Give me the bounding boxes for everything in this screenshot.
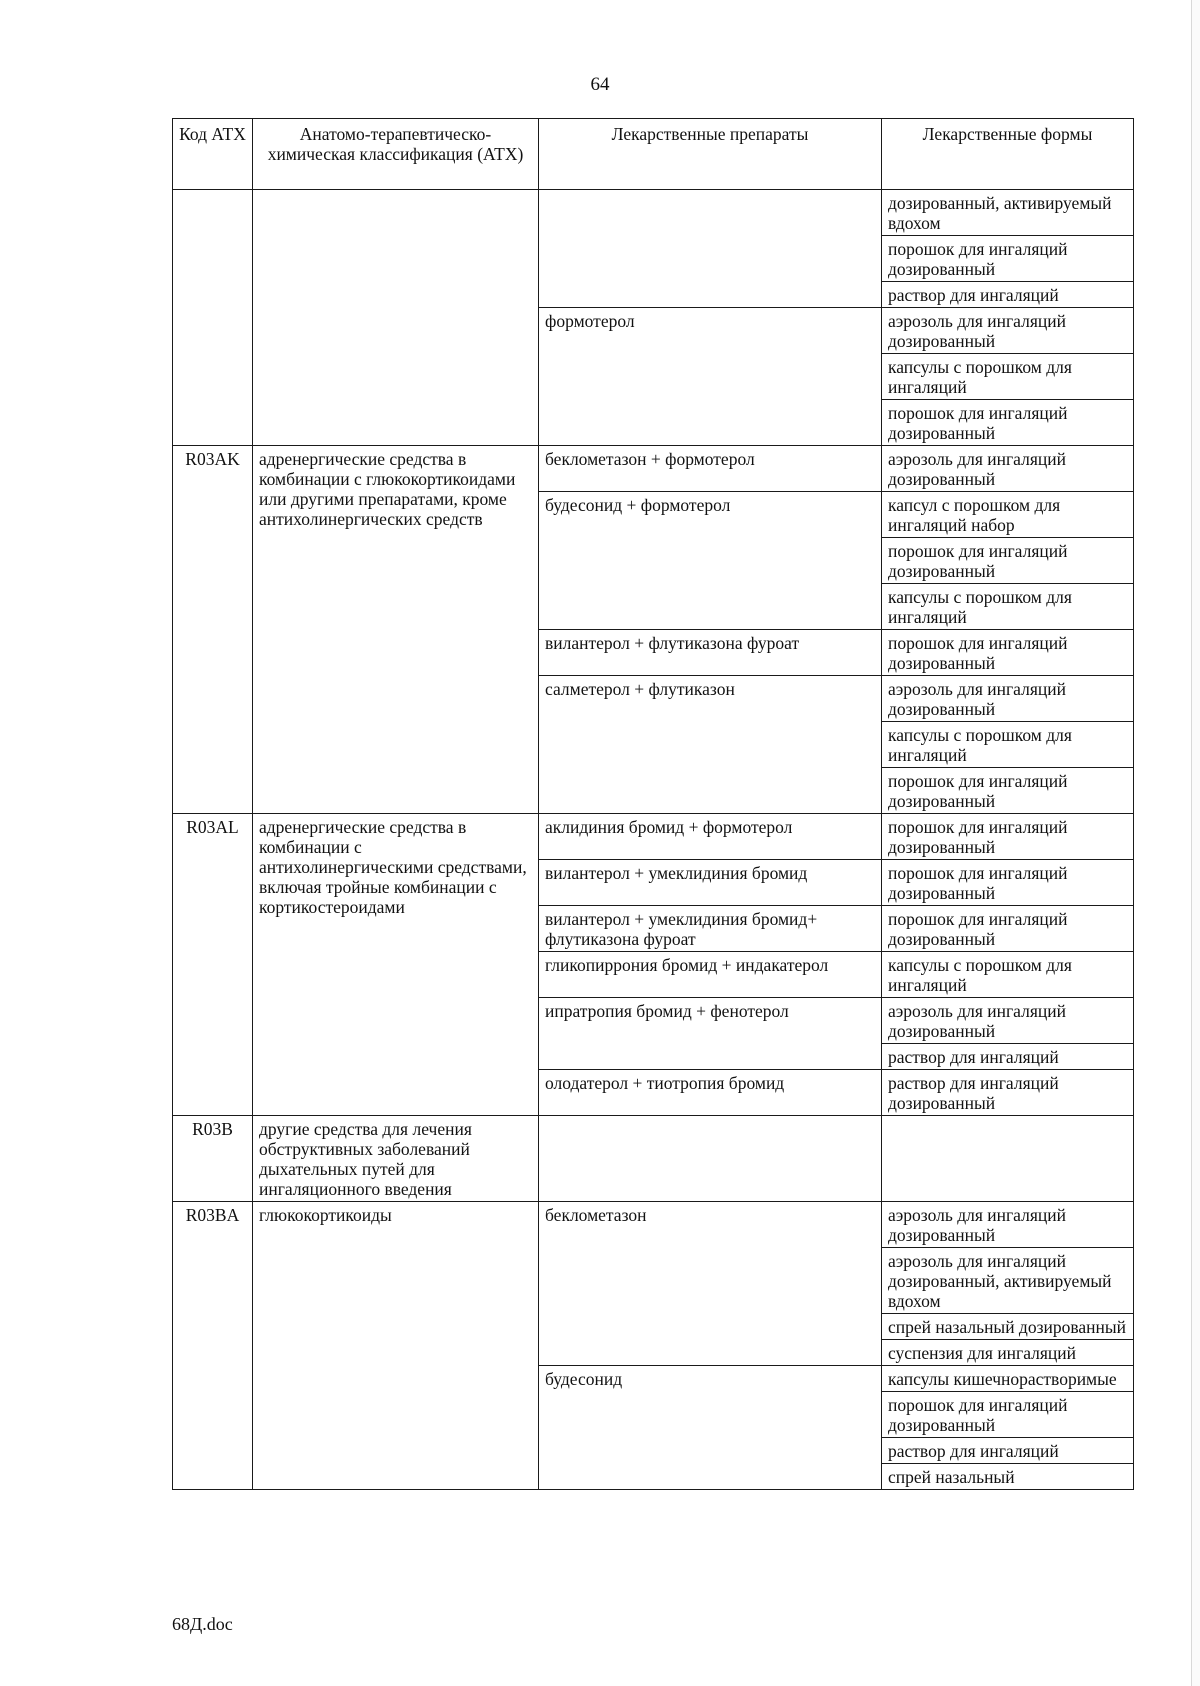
atc-class-cell: адренергические средства в комбинации с глюкокортикоидами или другими препаратами, кроме антихолинергических средств [253, 446, 539, 814]
dosage-form-cell: аэрозоль для ингаляций дозированный [882, 1202, 1134, 1248]
dosage-form-cell: аэрозоль для ингаляций дозированный, активируемый вдохом [882, 1248, 1134, 1314]
dosage-form-cell: спрей назальный дозированный [882, 1314, 1134, 1340]
dosage-form-cell: капсулы с порошком для ингаляций [882, 952, 1134, 998]
dosage-form-cell: дозированный, активируемый вдохом [882, 190, 1134, 236]
dosage-form-cell: суспензия для ингаляций [882, 1340, 1134, 1366]
page-number: 64 [590, 74, 610, 95]
atc-class-cell: адренергические средства в комбинации с антихолинергическими средствами, включая тройные комбинации с кортикостероидами [253, 814, 539, 1116]
drug-cell: гликопиррония бромид + индакатерол [539, 952, 882, 998]
dosage-form-cell: порошок для ингаляций дозированный [882, 906, 1134, 952]
header-forms: Лекарственные формы [882, 119, 1134, 190]
atc-code-cell: R03AK [173, 446, 253, 814]
atc-code-cell [173, 190, 253, 446]
header-class: Анатомо-терапевтическо-химическая классификация (АТХ) [253, 119, 539, 190]
dosage-form-cell: капсулы кишечнорастворимые [882, 1366, 1134, 1392]
drug-cell: олодатерол + тиотропия бромид [539, 1070, 882, 1116]
atc-class-cell [253, 190, 539, 446]
table-row [173, 446, 1134, 492]
dosage-form-cell: порошок для ингаляций дозированный [882, 814, 1134, 860]
drug-cell: вилантерол + флутиказона фуроат [539, 630, 882, 676]
dosage-form-cell: капсул с порошком для ингаляций набор [882, 492, 1134, 538]
page-edge [1191, 0, 1200, 1686]
header-code: Код АТХ [173, 119, 253, 190]
drug-cell: формотерол [539, 308, 882, 446]
dosage-form-cell: раствор для ингаляций дозированный [882, 1070, 1134, 1116]
drug-cell [539, 1116, 882, 1202]
atc-code-cell: R03BA [173, 1202, 253, 1490]
atc-class-cell: другие средства для лечения обструктивных заболеваний дыхательных путей для ингаляционного введения [253, 1116, 539, 1202]
dosage-form-cell: аэрозоль для ингаляций дозированный [882, 676, 1134, 722]
dosage-form-cell: порошок для ингаляций дозированный [882, 538, 1134, 584]
dosage-form-cell: аэрозоль для ингаляций дозированный [882, 308, 1134, 354]
dosage-form-cell: аэрозоль для ингаляций дозированный [882, 998, 1134, 1044]
dosage-form-cell: порошок для ингаляций дозированный [882, 1392, 1134, 1438]
drug-cell: ипратропия бромид + фенотерол [539, 998, 882, 1070]
dosage-form-cell: раствор для ингаляций [882, 1438, 1134, 1464]
drug-cell: салметерол + флутиказон [539, 676, 882, 814]
dosage-form-cell: порошок для ингаляций дозированный [882, 236, 1134, 282]
atc-code-cell: R03AL [173, 814, 253, 1116]
dosage-form-cell: раствор для ингаляций [882, 1044, 1134, 1070]
table-row [173, 190, 1134, 236]
table-header-row [173, 119, 1134, 190]
drug-cell: вилантерол + умеклидиния бромид [539, 860, 882, 906]
drug-cell [539, 190, 882, 308]
dosage-form-cell: порошок для ингаляций дозированный [882, 768, 1134, 814]
drug-cell: вилантерол + умеклидиния бромид+ флутиказона фуроат [539, 906, 882, 952]
dosage-form-cell: спрей назальный [882, 1464, 1134, 1490]
header-drugs: Лекарственные препараты [539, 119, 882, 190]
dosage-form-cell: капсулы с порошком для ингаляций [882, 354, 1134, 400]
atc-code-cell: R03B [173, 1116, 253, 1202]
table-row [173, 814, 1134, 860]
drug-cell: будесонид + формотерол [539, 492, 882, 630]
drug-cell: беклометазон + формотерол [539, 446, 882, 492]
dosage-form-cell: капсулы с порошком для ингаляций [882, 722, 1134, 768]
drug-cell: беклометазон [539, 1202, 882, 1366]
atc-table [172, 118, 1134, 1490]
table-row [173, 1202, 1134, 1248]
dosage-form-cell: раствор для ингаляций [882, 282, 1134, 308]
dosage-form-cell: порошок для ингаляций дозированный [882, 630, 1134, 676]
dosage-form-cell [882, 1116, 1134, 1202]
dosage-form-cell: капсулы с порошком для ингаляций [882, 584, 1134, 630]
footer-filename: 68Д.doc [172, 1614, 233, 1634]
dosage-form-cell: порошок для ингаляций дозированный [882, 860, 1134, 906]
atc-class-cell: глюкокортикоиды [253, 1202, 539, 1490]
dosage-form-cell: порошок для ингаляций дозированный [882, 400, 1134, 446]
table-row [173, 1116, 1134, 1202]
dosage-form-cell: аэрозоль для ингаляций дозированный [882, 446, 1134, 492]
drug-cell: аклидиния бромид + формотерол [539, 814, 882, 860]
drug-cell: будесонид [539, 1366, 882, 1490]
